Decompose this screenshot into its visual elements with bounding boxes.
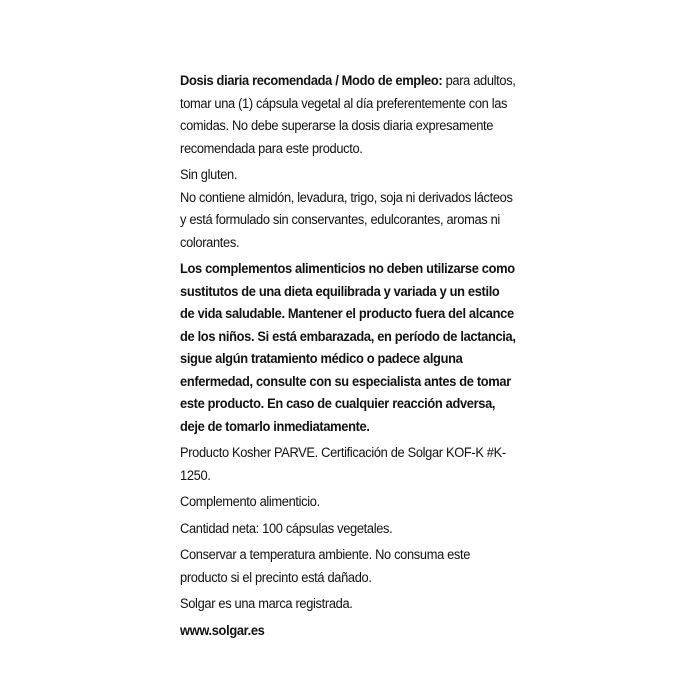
supplement-line: Complemento alimenticio. — [180, 494, 320, 509]
trademark-line: Solgar es una marca registrada. — [180, 596, 353, 611]
storage-paragraph: Conservar a temperatura ambiente. No consuma este producto si el precinto está dañado. — [180, 547, 471, 585]
ingredients-free-line: No contiene almidón, levadura, trigo, soja ni derivados lácteos y está formulado sin conservantes, edulcorantes, aromas ni colorantes. — [180, 189, 513, 250]
kosher-line: Producto Kosher PARVE. Certificación de Solgar KOF-K #K-1250. — [180, 445, 506, 483]
dosage-paragraph — [180, 70, 516, 160]
dosage-text: para adultos, tomar una (1) cápsula vegetal al día preferentemente con las comidas. No debe superarse la dosis diaria expresamente recomendada para este producto. — [180, 73, 516, 156]
product-label-text — [180, 70, 516, 642]
warning-paragraph: Los complementos alimenticios no deben utilizarse como sustitutos de una dieta equilibrada y variada y un estilo de vida saludable. Mantener el producto fuera del alcance de los niños. Si está embarazada, en período de lactancia, sigue algún tratamiento médico o padece alguna enfermedad, consulte con su especialista antes de tomar este producto. En caso de cualquier reacción adversa, deje de tomarlo inmediatamente. — [180, 261, 516, 434]
gluten-free-line: Sin gluten. — [180, 167, 238, 182]
gluten-paragraph — [180, 164, 516, 254]
quantity-line: Cantidad neta: 100 cápsulas vegetales. — [180, 520, 393, 536]
website-link[interactable]: www.solgar.es — [180, 622, 265, 638]
dosage-heading: Dosis diaria recomendada / Modo de empleo: — [180, 73, 443, 88]
